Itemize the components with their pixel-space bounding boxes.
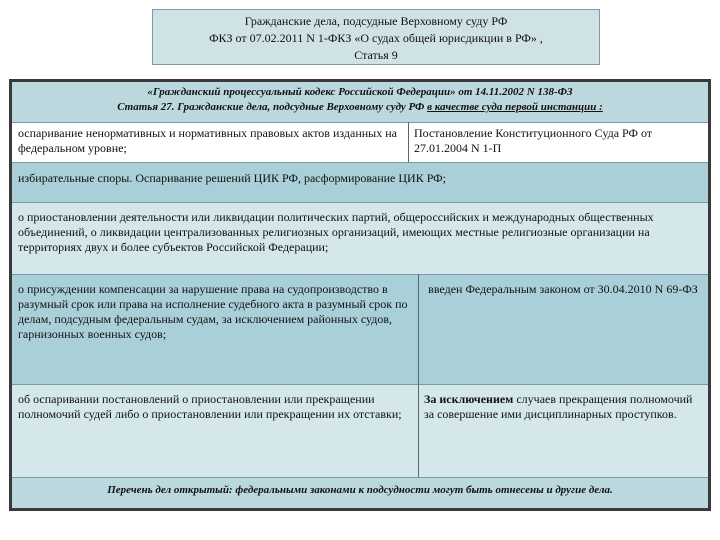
header-line-2-prefix: Статья 27. Гражданские дела, подсудные Верховному суду РФ <box>117 101 428 113</box>
title-line-2: ФКЗ от 07.02.2011 N 1-ФКЗ «О судах общей юрисдикции в РФ» , <box>209 31 543 45</box>
table-footer <box>12 477 708 508</box>
title-line-3: Статья 9 <box>354 48 398 62</box>
row2-cell <box>12 162 708 202</box>
row5-right-bold: За исключением <box>424 392 514 406</box>
row1-right-cell <box>408 122 708 162</box>
header-line-2 <box>12 100 708 115</box>
slide-title-box <box>152 9 600 65</box>
title-line-1: Гражданские дела, подсудные Верховному суду РФ <box>244 14 508 28</box>
row5-right-cell <box>418 384 708 477</box>
header-line-2-underlined: в качестве суда первой инстанции : <box>427 101 603 113</box>
row3-text: о приостановлении деятельности или ликвидации политических партий, общероссийских и международных общественных объединений, о ликвидации централизованных религиозных организаций, имеющих местные религиозные организации на территориях двух и более субъектов Российской Федерации; <box>18 210 654 254</box>
row4-right-text: введен Федеральным законом от 30.04.2010 N 69-ФЗ <box>428 282 698 296</box>
row3-cell <box>12 202 708 274</box>
row4-divider <box>418 274 419 384</box>
row4-left-text: о присуждении компенсации за нарушение права на судопроизводство в разумный срок или права на исполнение судебного акта в разумный срок по делам, подсудным федеральным судам, за исключением районных судов, гарнизонных военных судов; <box>18 282 408 341</box>
footer-text: Перечень дел открытый: федеральными законами к подсудности могут быть отнесены и другие дела. <box>107 484 613 496</box>
row4-right-cell <box>418 274 708 384</box>
row4-left-cell <box>12 274 418 384</box>
row1-divider <box>408 122 409 162</box>
row1-left-cell <box>12 122 408 162</box>
row5-left-cell <box>12 384 418 477</box>
row2-text: избирательные споры. Оспаривание решений ЦИК РФ, расформирование ЦИК РФ; <box>18 171 446 185</box>
row5-left-text: об оспаривании постановлений о приостановлении или прекращении полномочий судей либо о приостановлении или прекращении их отставки; <box>18 392 402 421</box>
content-table <box>9 79 711 511</box>
row1-right-text: Постановление Конституционного Суда РФ от 27.01.2004 N 1-П <box>414 126 653 155</box>
header-line-1: «Гражданский процессуальный кодекс Российской Федерации» от 14.11.2002 N 138-ФЗ <box>147 86 573 98</box>
table-header <box>12 82 708 122</box>
row1-left-text: оспаривание ненормативных и нормативных правовых актов изданных на федеральном уровне; <box>18 126 397 155</box>
row5-divider <box>418 384 419 477</box>
row5-right-rest: случаев прекращения полномочий за совершение ими дисциплинарных проступков. <box>424 392 693 421</box>
